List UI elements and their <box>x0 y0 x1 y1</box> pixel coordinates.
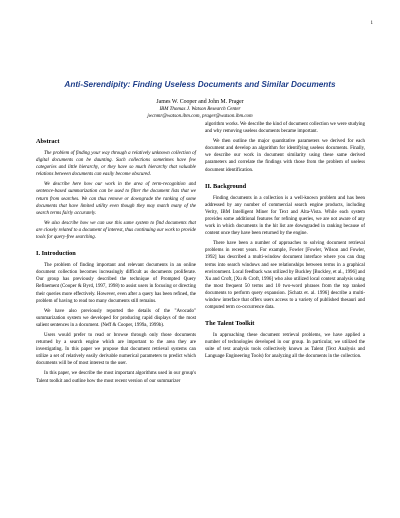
left-column <box>36 138 196 388</box>
abstract-paragraph: We describe here how our work in the area of term-recognition and sentence-based summarization can be used to filter the document lists that we return from searches. We can thus remove or downgrade the ranking of some documents that have limited utility even though they may match many of the search terms fairly accurately. <box>36 182 196 216</box>
author-emails: jwcnmr@watson.ibm.com, prager@watson.ibm.com <box>147 114 253 119</box>
body-paragraph: The problem of finding important and relevant documents in an online document collection becomes increasingly difficult as documents proliferate. Our group has previously described the technique of Prompted Query Refinement (Cooper & Byrd, 1997, 1998) to assist users in focusing or directing their queries more effectively. However, even after a query has been refined, the problem of having to read too many documents still remains. <box>36 263 196 304</box>
introduction-heading: I. Introduction <box>36 250 76 258</box>
paper-title: Anti-Serendipity: Finding Useless Documents and Similar Documents <box>64 80 336 89</box>
body-paragraph: We then outline the major quantitative parameters we derived for each document and develop an algorithm for identifying useless documents. Finally, we describe our work in document similarity using these same derived parameters and correlate the findings with those from the problem of useless document identification. <box>205 139 365 173</box>
background-heading: II. Background <box>205 182 247 190</box>
talent-toolkit-heading: The Talent Toolkit <box>205 320 255 328</box>
body-paragraph: Users would prefer to read or browse through only those documents returned by a search engine which are important to the area they are investigating. In this paper we propose that document retrieval systems can utilize a set of relatively easily derivable numerical parameters to predict which documents will be of most interest to the user. <box>36 332 196 367</box>
authors: James W. Cooper and John M. Prager <box>156 99 244 105</box>
abstract-paragraph: The problem of finding your way through a relatively unknown collection of digital documents can be daunting. Such collections sometimes have few categories and little hierarchy, or they have so much hierarchy that valuable relations between documents can easily become obscured. <box>36 151 196 178</box>
affiliation: IBM Thomas J. Watson Research Center <box>159 107 241 112</box>
background-section <box>205 183 365 312</box>
page-number: 1 <box>370 21 373 26</box>
talent-toolkit-section <box>205 320 365 360</box>
abstract-section <box>36 138 196 241</box>
body-paragraph: In this paper, we describe the most important algorithms used in our group's Talent toolkit and outline how the most recent version of our summarizer <box>36 371 196 384</box>
body-paragraph: Finding documents in a collection is a well-known problem and has been addressed by any number of commercial search engine products, including Verity, IBM Intelligent Miner for Text and Alta-Vista. While each system provides some additional features for refining queries, we are not aware of any work in which documents in the hit list are downgraded in ranking because of content once they have been returned by the engine. <box>205 195 365 237</box>
body-paragraph: algorithm works. We describe the kind of document collection we were studying and why removing useless documents became important. <box>205 122 365 135</box>
abstract-paragraph: We also describe how we can use this same system to find documents that are closely related to a document of interest, thus continuing our work to provide tools for query-free searching. <box>36 220 196 241</box>
body-paragraph: We have also previously reported the details of the "Avocado" summarization system we developed for producing rapid displays of the most salient sentences in a document. (Neff & Cooper, 1999a, 1999b). <box>36 308 196 328</box>
body-paragraph: There have been a number of approaches to solving document retrieval problems in recent years. For example, Fowler [Fowler, Wilson and Fowler, 1992] has described a multi-window document interface where you can drag terms into search windows and see relationships between terms in a graphical environment. Local feedback was utilized by Buckley [Buckley, et al., 1996] and Xu and Croft, [Xu & Croft, 1996] who also utilized local context analysis using the most frequent 50 terms and 10 two-word phrases from the top ranked documents to perform query expansion. [Schatz et. al. 1996] describe a multi-window interface that offers users access to a variety of published thesauri and computed term co-occurrence data. <box>205 241 365 311</box>
abstract-heading: Abstract <box>36 138 60 145</box>
body-paragraph: In approaching these document retrieval problems, we have applied a number of technologies developed in our group. In particular, we utilized the suite of text analysis tools collectively known as Talent (Text Analysis and Language Engineering Tools) for analyzing all the documents in the collection. <box>205 333 365 360</box>
introduction-section <box>36 250 196 385</box>
right-column <box>205 121 365 364</box>
